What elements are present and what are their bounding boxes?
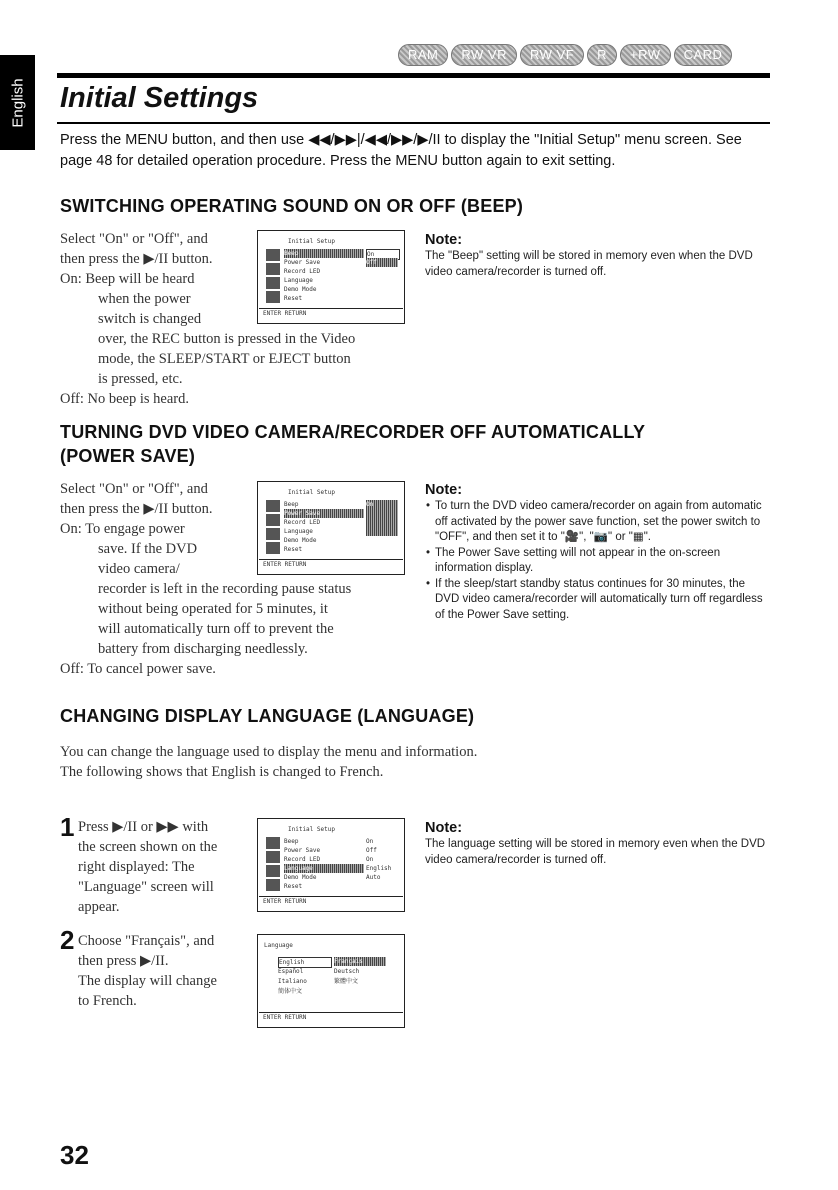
power-note-title: Note: [425, 482, 463, 498]
power-notes [425, 499, 770, 623]
menu-value: Auto [366, 874, 381, 881]
language-intro [60, 742, 780, 782]
step-line: right displayed: The [78, 859, 195, 875]
setup-screen-beep [257, 230, 405, 324]
power-line: video camera/ [98, 561, 180, 577]
menu-item: Language [284, 528, 313, 535]
camera-icon [266, 249, 280, 261]
power-note-item: • The Power Save setting will not appear in the on-screen information display. [435, 546, 770, 577]
step-line: The display will change [78, 973, 217, 989]
screen-title: Initial Setup [288, 238, 335, 245]
power-note-item: • To turn the DVD video camera/recorder on again from automatic off activated by the power save function, set the power switch to "OFF", and then set it to "🎥", "📷" or "▦". [435, 499, 770, 546]
page-title: Initial Settings [60, 82, 259, 114]
screen-footer: ENTER RETURN [259, 896, 403, 907]
title-rule [57, 122, 770, 124]
beep-line: switch is changed [98, 311, 202, 327]
beep-line: when the power [98, 291, 191, 307]
menu-item: Record LED [284, 268, 321, 275]
power-line: without being operated for 5 minutes, it [98, 601, 328, 617]
language-option: 繁體中文 [334, 978, 359, 985]
language-intro-line: You can change the language used to display the menu and information. [60, 744, 478, 760]
card-icon [266, 542, 280, 554]
power-line: Off: To cancel power save. [60, 661, 216, 677]
menu-value: On [366, 838, 374, 845]
top-rule [57, 73, 770, 78]
beep-line: over, the REC button is pressed in the Video [98, 331, 356, 347]
menu-value: On [366, 249, 400, 260]
menu-item: Beep [284, 249, 364, 258]
step-line: Choose "Français", and [78, 933, 215, 949]
disc-icon [266, 528, 280, 540]
intro-text: Press the MENU button, and then use ◀◀/▶▶|/◀◀/▶▶/▶/II to display the "Initial Setup" menu screen. See page 48 for detailed operation procedure. Press the MENU button again to exit setting. [60, 132, 742, 169]
beep-heading: SWITCHING OPERATING SOUND ON OR OFF (BEEP) [60, 196, 524, 216]
beep-line: Select "On" or "Off", and [60, 231, 208, 247]
setup-screen-power [257, 481, 405, 575]
camera-icon [266, 263, 280, 275]
step-line: appear. [78, 899, 120, 915]
screen-footer: ENTER RETURN [259, 559, 403, 570]
language-option: 簡体中文 [278, 988, 303, 995]
language-option: Español [278, 968, 304, 975]
menu-item: Power Save [284, 847, 321, 854]
badge-ram: RAM [398, 44, 448, 66]
language-option: Français [334, 957, 386, 966]
badge-r: R [587, 44, 617, 66]
menu-value: Off [366, 258, 398, 267]
beep-line: then press the ▶/II button. [60, 251, 213, 267]
step-2-number: 2 [60, 925, 75, 955]
menu-item: Reset [284, 295, 303, 302]
menu-item: Reset [284, 883, 303, 890]
menu-item: Record LED [284, 519, 321, 526]
badge-plus-rw: +RW [620, 44, 671, 66]
language-note: The language setting will be stored in memory even when the DVD video camera/recorder is turned off. [425, 838, 766, 866]
menu-item: Power Save [284, 259, 321, 266]
step-line: Press ▶/II or ▶▶ with [78, 819, 209, 835]
power-heading-2: (POWER SAVE) [60, 446, 196, 466]
language-option: English [278, 957, 332, 968]
menu-item: Beep [284, 501, 299, 508]
power-line: On: To engage power [60, 521, 185, 537]
disc-icon [266, 865, 280, 877]
power-line: Select "On" or "Off", and [60, 481, 208, 497]
disc-icon [266, 277, 280, 289]
screen-title: Language [264, 942, 293, 949]
language-tab: English [0, 55, 35, 150]
badge-rw-vf: RW VF [520, 44, 584, 66]
screen-title: Initial Setup [288, 489, 335, 496]
language-screen [257, 934, 405, 1028]
power-note-item: • If the sleep/start standby status continues for 30 minutes, the DVD video camera/recorder will automatically turn off regardless of the Power Save setting. [435, 577, 770, 624]
power-line: recorder is left in the recording pause status [98, 581, 352, 597]
menu-value: On [366, 856, 374, 863]
card-icon [266, 879, 280, 891]
step-1-text [78, 817, 256, 917]
language-intro-line: The following shows that English is changed to French. [60, 764, 384, 780]
beep-note: The "Beep" setting will be stored in memory even when the DVD video camera/recorder is turned off. [425, 250, 753, 278]
step-line: "Language" screen will [78, 879, 214, 895]
beep-line: mode, the SLEEP/START or EJECT button [98, 351, 351, 367]
step-line: the screen shown on the [78, 839, 218, 855]
camera-icon [266, 851, 280, 863]
beep-line: On: Beep will be heard [60, 271, 195, 287]
screen-footer: ENTER RETURN [259, 1012, 403, 1023]
screen-footer: ENTER RETURN [259, 308, 403, 319]
step-1-number: 1 [60, 812, 75, 842]
menu-item: Language [284, 864, 364, 873]
card-icon [266, 291, 280, 303]
menu-item: Power Save [284, 509, 364, 518]
menu-value: On [366, 500, 398, 536]
step-2-text [78, 931, 256, 1011]
language-note-title: Note: [425, 820, 463, 836]
page-number: 32 [60, 1140, 89, 1170]
power-heading-1: TURNING DVD VIDEO CAMERA/RECORDER OFF AUTOMATICALLY [60, 422, 646, 442]
language-option: Deutsch [334, 968, 360, 975]
screen-title: Initial Setup [288, 826, 335, 833]
menu-value: Off [366, 847, 377, 854]
camera-icon [266, 837, 280, 849]
menu-item: Language [284, 277, 313, 284]
badge-card: CARD [674, 44, 733, 66]
menu-item: Demo Mode [284, 286, 317, 293]
menu-value: English [366, 865, 392, 872]
language-option: Italiano [278, 978, 307, 985]
badge-rw-vr: RW VR [451, 44, 517, 66]
step-line: then press ▶/II. [78, 953, 169, 969]
beep-line: Off: No beep is heard. [60, 391, 189, 407]
power-line: then press the ▶/II button. [60, 501, 213, 517]
power-line: battery from discharging needlessly. [98, 641, 308, 657]
menu-item: Demo Mode [284, 537, 317, 544]
menu-item: Reset [284, 546, 303, 553]
menu-item: Beep [284, 838, 299, 845]
step-line: to French. [78, 993, 137, 1009]
beep-note-title: Note: [425, 232, 463, 248]
camera-icon [266, 500, 280, 512]
menu-item: Demo Mode [284, 874, 317, 881]
power-line: will automatically turn off to prevent the [98, 621, 334, 637]
camera-icon [266, 514, 280, 526]
beep-line: is pressed, etc. [98, 371, 183, 387]
menu-item: Record LED [284, 856, 321, 863]
language-heading: CHANGING DISPLAY LANGUAGE (LANGUAGE) [60, 706, 475, 726]
power-line: save. If the DVD [98, 541, 198, 557]
disc-badges [398, 44, 732, 66]
setup-screen-full [257, 818, 405, 912]
